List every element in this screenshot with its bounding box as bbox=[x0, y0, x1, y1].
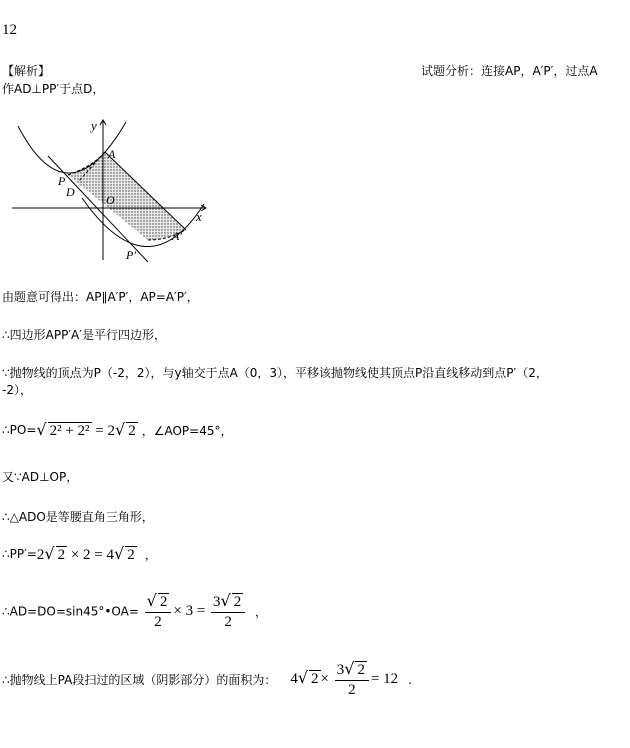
line9-times: × bbox=[320, 670, 329, 687]
line8-frac2-den: 2 bbox=[224, 614, 232, 630]
parabola-figure bbox=[8, 112, 222, 264]
line8-frac1: $\frac{√ 2}{2}$ bbox=[145, 592, 172, 631]
line8-times: × 3 = bbox=[173, 602, 206, 619]
problem-number: 12 bbox=[2, 22, 17, 38]
line8-frac2-rad: 2 bbox=[233, 594, 242, 610]
label-p: P bbox=[58, 174, 66, 188]
line7-rad: 2 bbox=[57, 547, 66, 563]
line1: 由题意可得出：AP∥A′P′，AP=A′P′， bbox=[2, 290, 199, 304]
line9-frac-coef: 3 bbox=[336, 662, 345, 678]
intro-left: 作AD⊥PP′于点D， bbox=[2, 82, 105, 96]
line4-result-coef: 2 bbox=[107, 423, 116, 439]
line7-times: × 2 = bbox=[70, 547, 103, 563]
line7-res-rad: 2 bbox=[127, 547, 135, 563]
intro-right: 试题分析：连接AP，A′P′，过点A bbox=[421, 64, 598, 78]
line9-suffix: . bbox=[408, 672, 412, 687]
label-p-prime: P′ bbox=[126, 248, 136, 262]
label-d: D bbox=[66, 185, 75, 199]
line8-frac1-num: 2 bbox=[159, 594, 168, 610]
line4-radicand: 2² + 2² bbox=[49, 423, 90, 439]
analysis-label: 【解析】 bbox=[2, 64, 51, 78]
line8-suffix: ， bbox=[255, 605, 268, 619]
line3b: -2）， bbox=[2, 383, 32, 397]
label-o: O bbox=[106, 193, 115, 207]
line7: ∴PP′=2√ 2 × 2 = 4√ 2 ， bbox=[2, 544, 157, 563]
line9-coef: 4 bbox=[290, 670, 298, 687]
line7-suffix: ， bbox=[144, 547, 157, 562]
line9-rad: 2 bbox=[311, 670, 319, 687]
line8 bbox=[2, 592, 267, 631]
line7-res-coef: 4 bbox=[106, 547, 115, 563]
line9-frac-rad: 2 bbox=[357, 662, 365, 678]
line7-prefix: ∴PP′= bbox=[2, 547, 37, 561]
line9-equals: = 12 bbox=[370, 670, 399, 687]
line9-frac: $\frac{3√ 2}{2}$ bbox=[335, 660, 369, 699]
line4-prefix: ∴PO= bbox=[2, 423, 37, 437]
label-y: y bbox=[91, 118, 97, 133]
line4-equals: = bbox=[95, 423, 104, 439]
line2: ∴四边形APP′A′是平行四边形， bbox=[2, 328, 166, 342]
line8-frac2: $\frac{3√ 2}{2}$ bbox=[211, 592, 245, 631]
line8-prefix: ∴AD=DO=sin45°•OA= bbox=[2, 604, 139, 619]
label-a: A bbox=[108, 147, 116, 161]
line3a: ∵抛物线的顶点为P（-2，2），与y轴交于点A（0，3），平移该抛物线使其顶点P沿直线移动到点P′（2， bbox=[2, 366, 548, 380]
line6: ∴△ADO是等腰直角三角形， bbox=[2, 510, 154, 524]
line8-frac2-coef: 3 bbox=[213, 594, 221, 610]
line4-suffix: ，∠AOP=45°， bbox=[141, 423, 233, 438]
line9-prefix: ∴抛物线上PA段扫过的区域（阴影部分）的面积为： bbox=[2, 673, 277, 687]
label-a-prime: A′ bbox=[172, 229, 182, 243]
line5: 又∵AD⊥OP， bbox=[2, 470, 79, 484]
line7-expr: 2 bbox=[36, 547, 45, 563]
line4: ∴PO=√ 2² + 2² = 2√ 2 ，∠AOP=45°， bbox=[2, 420, 233, 439]
line9: ∴抛物线上PA段扫过的区域（阴影部分）的面积为： 4√ 2 × $\frac{3√ 2}{2}$ = 12 . bbox=[2, 659, 412, 698]
line4-result-rad: 2 bbox=[128, 423, 136, 439]
label-x: x bbox=[196, 209, 202, 224]
line9-frac-den: 2 bbox=[348, 682, 356, 698]
line8-frac1-den: 2 bbox=[154, 614, 162, 630]
